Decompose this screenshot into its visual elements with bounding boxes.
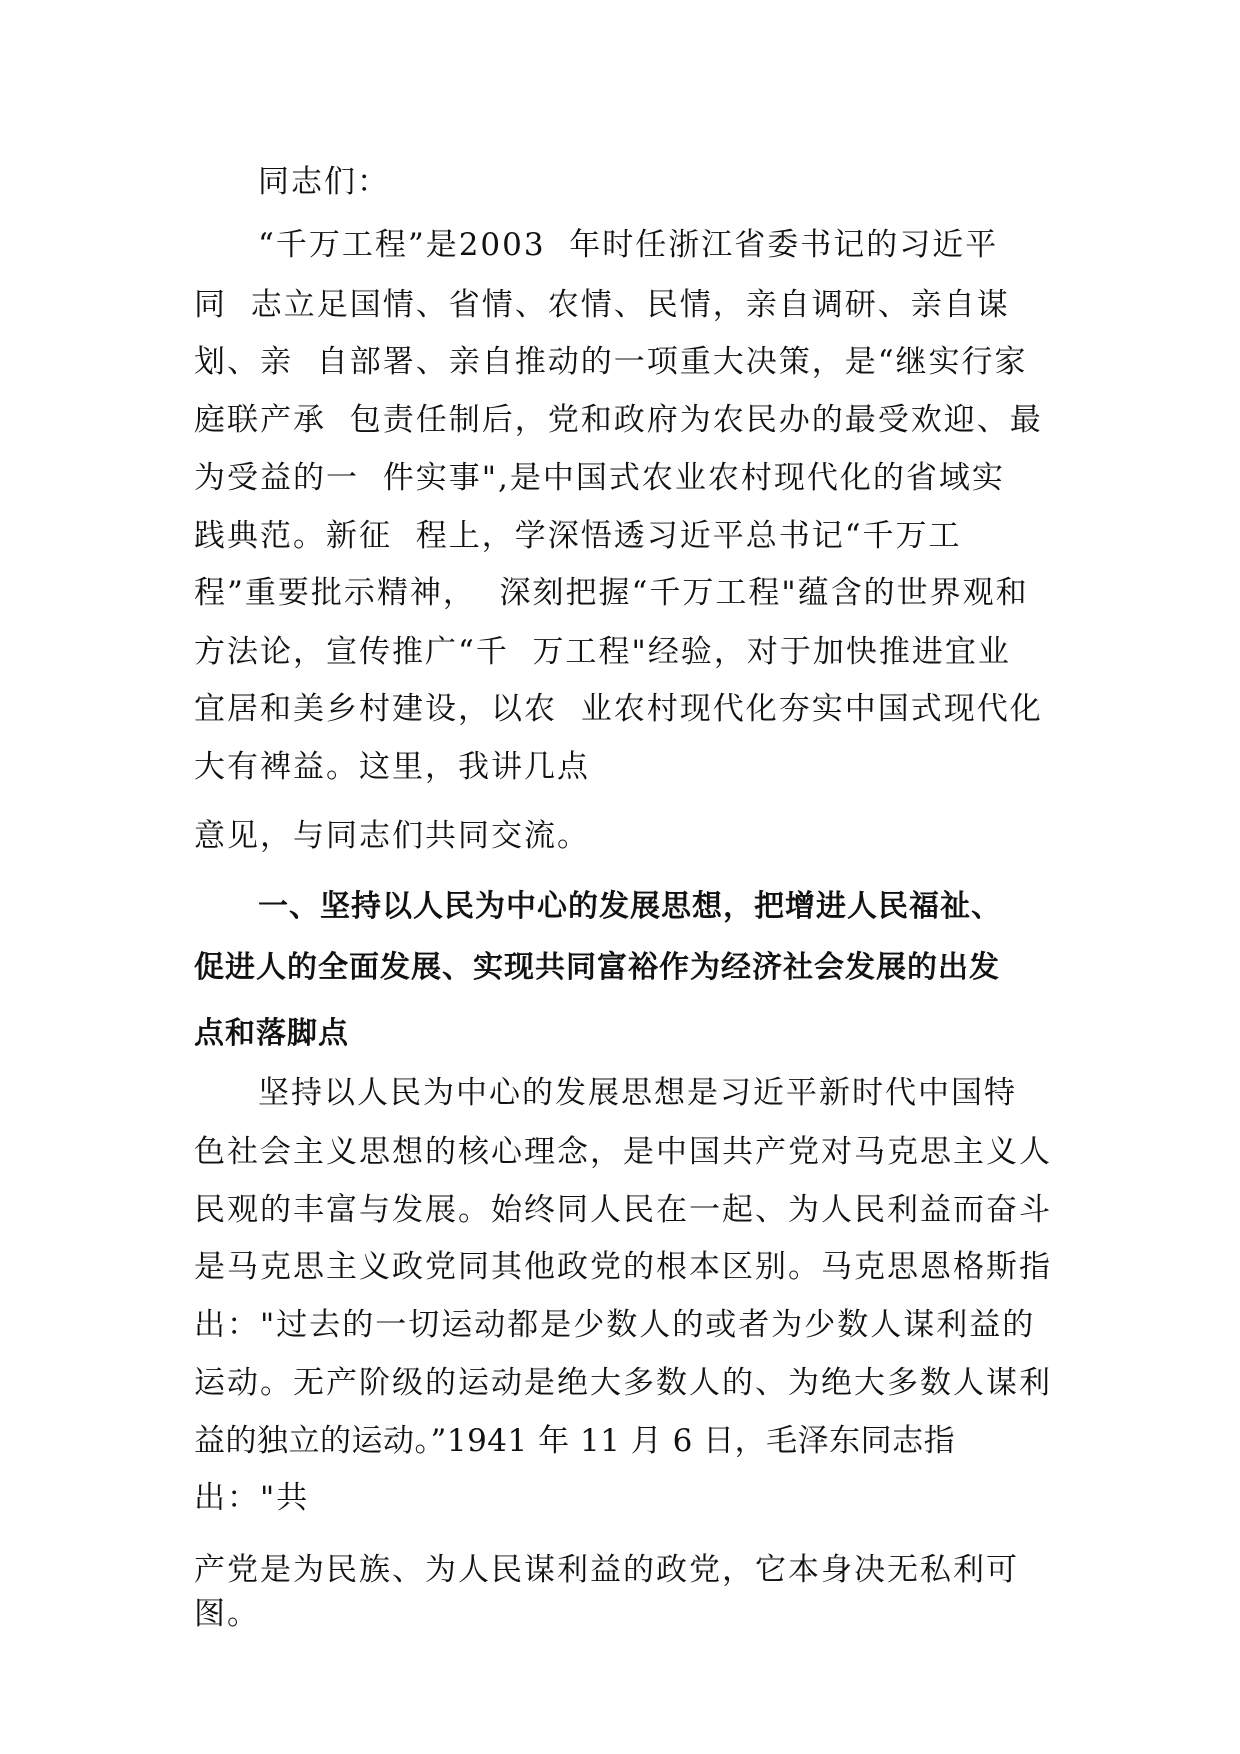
intro-line: “千万工程”是2003 年时任浙江省委书记的习近平	[258, 227, 999, 263]
body-line: 是马克思主义政党同其他政党的根本区别。马克思恩格斯指	[194, 1249, 1052, 1285]
body-line: 产党是为民族、为人民谋利益的政党，它本身决无私利可	[194, 1552, 1019, 1588]
section-heading-line: 点和落脚点	[194, 1016, 349, 1051]
intro-line: 程”重要批示精神， 深刻把握“千万工程"蕴含的世界观和	[194, 575, 1029, 611]
intro-line: 意见，与同志们共同交流。	[194, 818, 590, 854]
intro-line: 宜居和美乡村建设，以农 业农村现代化夯实中国式现代化	[194, 691, 1043, 727]
body-line: 运动。无产阶级的运动是绝大多数人的、为绝大多数人谋利	[194, 1365, 1052, 1401]
section-heading-line: 一、坚持以人民为中心的发展思想，把增进人民福祉、	[258, 889, 1002, 924]
body-line: 出："过去的一切运动都是少数人的或者为少数人谋利益的	[194, 1307, 1036, 1343]
intro-line: 大有裨益。这里，我讲几点	[194, 749, 590, 785]
intro-line: 方法论，宣传推广“千 万工程"经验，对于加快推进宜业	[194, 634, 1011, 670]
intro-line: 同 志立足国情、省情、农情、民情，亲自调研、亲自谋	[194, 287, 1010, 323]
body-line: 图。	[194, 1596, 260, 1632]
body-line: 出："共	[194, 1480, 310, 1516]
body-line: 色社会主义思想的核心理念，是中国共产党对马克思主义人	[194, 1134, 1052, 1170]
intro-line: 践典范。新征 程上，学深悟透习近平总书记“千万工	[194, 518, 962, 554]
body-line: 坚持以人民为中心的发展思想是习近平新时代中国特	[258, 1075, 1017, 1111]
intro-line: 庭联产承 包责任制后，党和政府为农民办的最受欢迎、最	[194, 402, 1043, 438]
intro-line: 划、亲 自部署、亲自推动的一项重大决策，是“继实行家	[194, 344, 1028, 380]
body-line: 益的独立的运动。”1941 年 11 月 6 日，毛泽东同志指	[194, 1423, 956, 1459]
section-heading-line: 促进人的全面发展、实现共同富裕作为经济社会发展的出发	[194, 950, 1000, 985]
greeting: 同志们：	[258, 164, 390, 200]
intro-line: 为受益的一 件实事",是中国式农业农村现代化的省域实	[194, 460, 1005, 496]
body-line: 民观的丰富与发展。始终同人民在一起、为人民利益而奋斗	[194, 1192, 1052, 1228]
